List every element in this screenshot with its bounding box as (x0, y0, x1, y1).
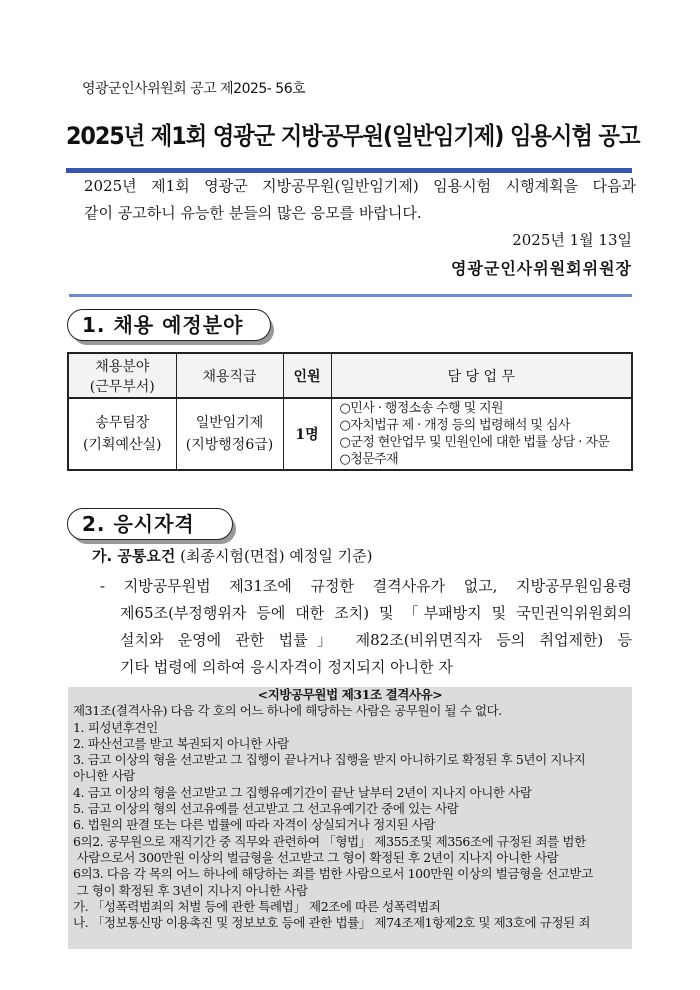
common-requirements (92, 545, 373, 566)
signer-divider (69, 294, 632, 297)
box-line: 3. 금고 이상의 형을 선고받고 그 집행이 끝나거나 집행을 받지 아니하기로 확정된 후 5년이 지나지 (73, 752, 586, 768)
box-line: 2. 파산선고를 받고 복권되지 아니한 사람 (73, 735, 289, 751)
requirement-line: 설치와 운영에 관한 법률」 제82조(비위면직자 등의 취업제한) 등 (120, 631, 632, 649)
box-line: 6의3. 다음 각 목의 어느 하나에 해당하는 죄를 범한 사람으로서 100만원 이상의 벌금형을 선고받고 (73, 866, 593, 882)
requirements-text (100, 573, 632, 681)
signer: 영광군인사위원회위원장 (450, 259, 632, 278)
box-line: 제31조(결격사유) 다음 각 호의 어느 하나에 해당하는 사람은 공무원이 될 수 없다. (73, 703, 502, 719)
duty-item: ○민사 · 행정소송 수행 및 지원 (339, 401, 503, 416)
common-requirements-label: 가. 공통요건 (92, 547, 176, 565)
box-line: 나. 「정보통신망 이용촉진 및 정보보호 등에 관한 법률」 제74조제1항제2호 및 제3호에 규정된 죄 (73, 915, 591, 931)
box-line: 사람으로서 300만원 이상의 벌금형을 선고받고 그 형이 확정된 후 2년이 지나지 아니한 사람 (73, 849, 559, 865)
header-field-line1: 채용분야 (95, 358, 150, 375)
disqualification-box (68, 687, 632, 949)
cell-count: 1명 (283, 398, 331, 470)
box-line: 그 형이 확정된 후 3년이 지나지 아니한 사람 (73, 882, 308, 898)
header-duties: 담 당 업 무 (331, 353, 632, 398)
table-header-row (68, 353, 632, 398)
box-line: 5. 금고 이상의 형의 선고유예를 선고받고 그 선고유예기간 중에 있는 사람 (73, 801, 459, 817)
requirement-line: - 지방공무원법 제31조에 규정한 결격사유가 없고, 지방공무원임용령 (100, 577, 632, 595)
intro-line-2: 같이 공고하니 유능한 분들의 많은 응모를 바랍니다. (84, 204, 422, 222)
box-line: 6. 법원의 판결 또는 다른 법률에 따라 자격이 상실되거나 정지된 사람 (73, 817, 436, 833)
recruitment-table (67, 352, 633, 471)
box-line: 4. 금고 이상의 형을 선고받고 그 집행유예기간이 끝난 날부터 2년이 지나지 아니한 사람 (73, 784, 532, 800)
field-dept: (기획예산실) (82, 437, 162, 453)
header-field-line2: (근무부서) (89, 378, 155, 395)
header-count: 인원 (283, 353, 331, 398)
box-line: 가. 「성폭력범죄의 처벌 등에 관한 특례법」 제2조에 따른 성폭력범죄 (73, 898, 441, 914)
box-line: 1. 피성년후견인 (73, 719, 158, 735)
box-line: 아니한 사람 (73, 768, 135, 784)
requirement-line: 기타 법령에 의하여 응시자격이 정지되지 아니한 자 (120, 658, 453, 676)
header-grade: 채용직급 (176, 353, 283, 398)
notice-number: 영광군인사위원회 공고 제2025- 56호 (82, 81, 306, 97)
header-field (68, 353, 176, 398)
box-line: 6의2. 공무원으로 재직기간 중 직무와 관련하여 「형법」 제355조및 제356조에 규정된 죄를 범한 (73, 833, 586, 849)
announcement-date: 2025년 1월 13일 (512, 231, 632, 249)
requirement-line: 제65조(부정행위자 등에 대한 조치) 및 「부패방지 및 국민권익위원회의 (120, 604, 632, 622)
table-row (68, 398, 632, 470)
duty-item: ○자치법규 제 · 개정 등의 법령해석 및 심사 (339, 418, 570, 433)
duty-item: ○청문주재 (339, 452, 399, 467)
common-requirements-note: (최종시험(면접) 예정일 기준) (180, 547, 373, 565)
cell-field (68, 398, 176, 470)
section-2-heading: 2. 응시자격 (67, 508, 233, 540)
page-title: 2025년 제1회 영광군 지방공무원(일반임기제) 임용시험 공고 (66, 122, 640, 150)
field-name: 송무팀장 (95, 415, 150, 431)
section-1-heading: 1. 채용 예정분야 (67, 309, 271, 341)
cell-duties (331, 398, 632, 470)
duty-item: ○군정 현안업무 및 민원인에 대한 법률 상담 · 자문 (339, 435, 610, 450)
box-title: <지방공무원법 제31조 결격사유> (257, 687, 443, 702)
grade-name: 일반임기제 (195, 415, 264, 431)
intro-line-1: 2025년 제1회 영광군 지방공무원(일반임기제) 임용시험 시행계획을 다음과 (84, 177, 636, 195)
cell-grade (176, 398, 283, 470)
grade-sub: (지방행정6급) (185, 437, 274, 453)
